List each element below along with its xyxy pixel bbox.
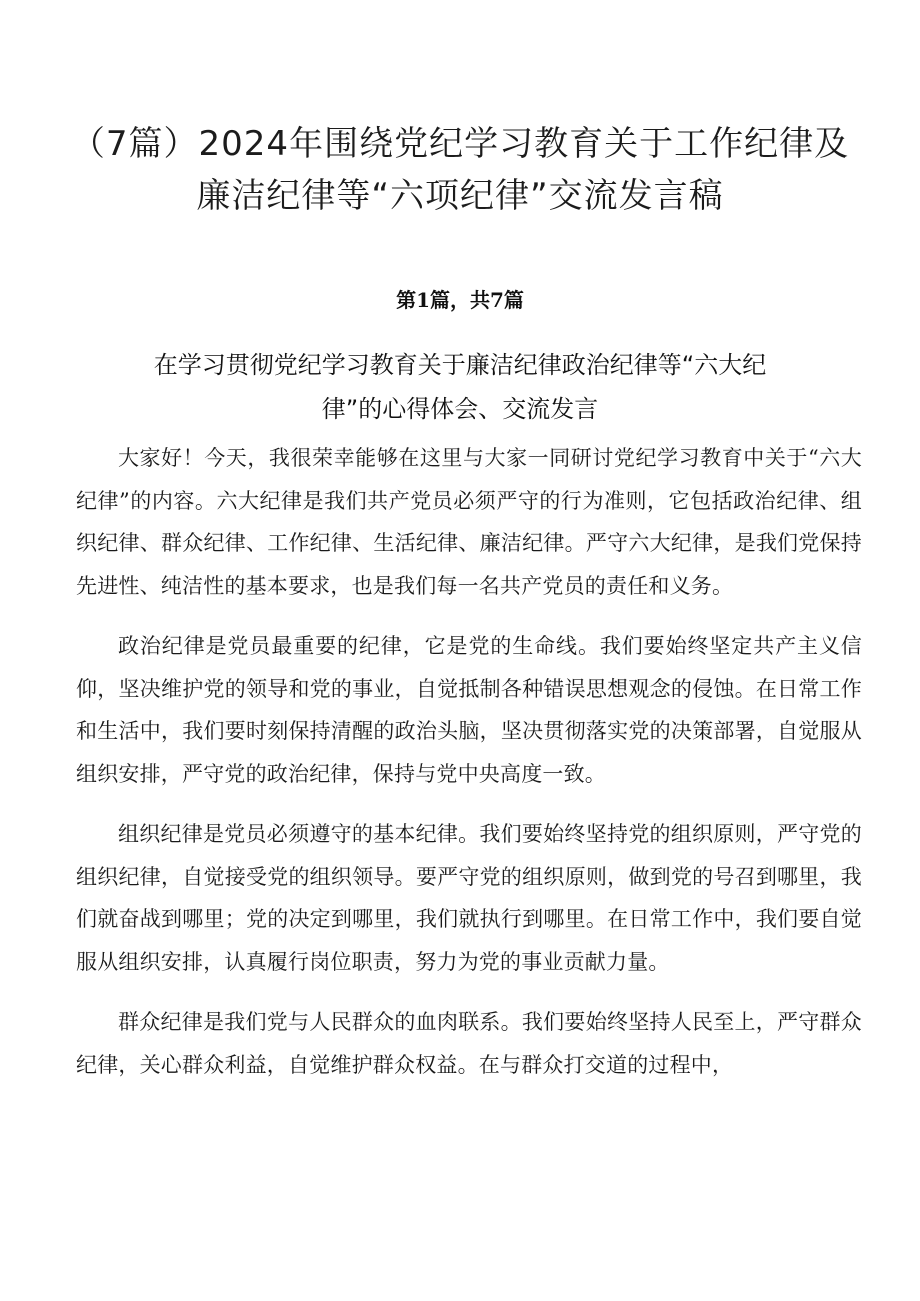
article-body (76, 437, 862, 1104)
document-title-line-2: 廉洁纪律等“六项纪律”交流发言稿 (196, 176, 724, 216)
document-title (60, 118, 860, 222)
article-title-line-2: 律”的心得体会、交流发言 (321, 395, 599, 423)
document-title-line-1: （7篇）2024年围绕党纪学习教育关于工作纪律及 (70, 124, 850, 164)
paragraph-organizational-discipline: 组织纪律是党员必须遵守的基本纪律。我们要始终坚持党的组织原则，严守党的组织纪律，自觉接受党的组织领导。要严守党的组织原则，做到党的号召到哪里，我们就奋战到哪里；党的决定到哪里，我们就执行到哪里。在日常工作中，我们要自觉服从组织安排，认真履行岗位职责，努力为党的事业贡献力量。 (76, 822, 862, 974)
paragraph-mass-discipline: 群众纪律是我们党与人民群众的血肉联系。我们要始终坚持人民至上，严守群众纪律，关心群众利益，自觉维护群众权益。在与群众打交道的过程中， (76, 1010, 862, 1077)
paragraph-greeting: 大家好！今天，我很荣幸能够在这里与大家一同研讨党纪学习教育中关于“六大纪律”的内容。六大纪律是我们共产党员必须严守的行为准则，它包括政治纪律、组织纪律、群众纪律、工作纪律、生活纪律、廉洁纪律。严守六大纪律，是我们党保持先进性、纯洁性的基本要求，也是我们每一名共产党员的责任和义务。 (76, 446, 862, 598)
article-title-line-1: 在学习贯彻党纪学习教育关于廉洁纪律政治纪律等“六大纪 (153, 351, 767, 379)
part-label: 第1篇，共7篇 (396, 288, 524, 312)
article-title (110, 343, 810, 431)
paragraph-political-discipline: 政治纪律是党员最重要的纪律，它是党的生命线。我们要始终坚定共产主义信仰，坚决维护党的领导和党的事业，自觉抵制各种错误思想观念的侵蚀。在日常工作和生活中，我们要时刻保持清醒的政治头脑，坚决贯彻落实党的决策部署，自觉服从组织安排，严守党的政治纪律，保持与党中央高度一致。 (76, 634, 862, 786)
